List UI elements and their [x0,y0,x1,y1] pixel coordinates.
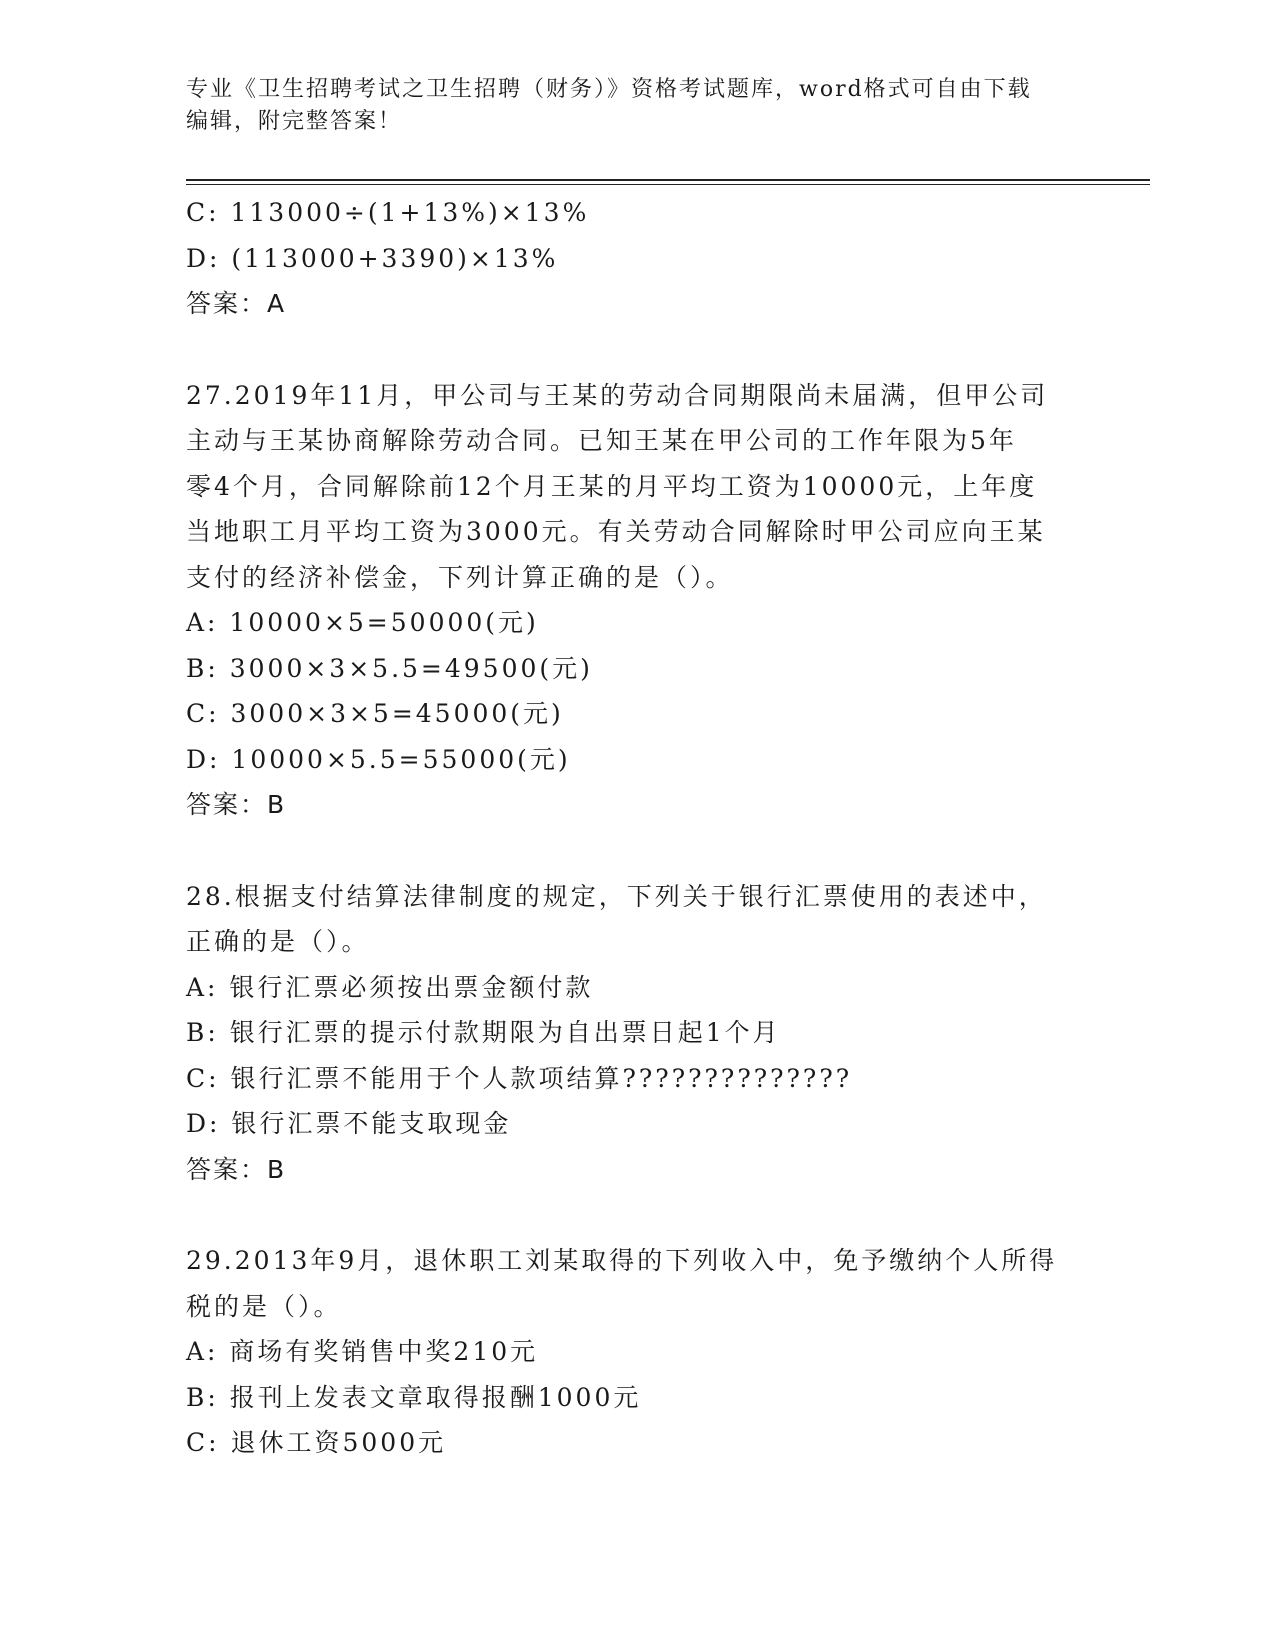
option-d: D: (113000+3390)×13% [186,243,559,273]
option-d: D: 银行汇票不能支取现金 [186,1109,512,1138]
option-c: C: 退休工资5000元 [186,1428,447,1457]
question-stem [186,1238,1086,1329]
stem-line: 税的是（）。 [186,1291,342,1321]
page-header [186,74,1086,138]
stem-line: 29.2013年9月，退休职工刘某取得的下列收入中，免予缴纳个人所得 [186,1246,1058,1275]
header-divider-thin [186,184,1150,185]
option-c: C: 银行汇票不能用于个人款项结算?????????????? [186,1063,853,1093]
answer: 答案：A [186,289,287,318]
stem-line: 当地职工月平均工资为3000元。有关劳动合同解除时甲公司应向王某 [186,517,1046,546]
option-a: A: 银行汇票必须按出票金额付款 [186,972,594,1002]
question-27 [186,373,1086,828]
option-c: C: 113000÷(1+13%)×13% [186,198,590,227]
stem-line: 28.根据支付结算法律制度的规定，下列关于银行汇票使用的表述中， [186,881,1047,911]
question-29 [186,1238,1086,1466]
option-b: B: 3000×3×5.5=49500(元) [186,653,593,683]
option-d: D: 10000×5.5=55000(元) [186,744,571,774]
question-stem [186,373,1086,601]
stem-line: 主动与王某协商解除劳动合同。已知王某在甲公司的工作年限为5年 [186,426,1017,455]
option-b: B: 报刊上发表文章取得报酬1000元 [186,1382,642,1412]
answer: 答案：B [186,1154,287,1184]
header-divider-thick [186,179,1150,181]
header-line-2: 编辑，附完整答案！ [186,109,403,134]
prev-question [186,190,1086,327]
stem-line: 零4个月，合同解除前12个月王某的月平均工资为10000元，上年度 [186,471,1038,501]
option-b: B: 银行汇票的提示付款期限为自出票日起1个月 [186,1018,781,1047]
stem-line: 27.2019年11月，甲公司与王某的劳动合同期限尚未届满，但甲公司 [186,380,1049,410]
header-line-1: 专业《卫生招聘考试之卫生招聘（财务）》资格考试题库，word格式可自由下载 [186,77,1032,102]
answer: 答案：B [186,790,287,819]
stem-line: 支付的经济补偿金，下列计算正确的是（）。 [186,562,734,592]
question-28 [186,874,1086,1193]
option-c: C: 3000×3×5=45000(元) [186,699,564,728]
option-a: A: 商场有奖销售中奖210元 [186,1337,539,1366]
stem-line: 正确的是（）。 [186,927,370,956]
document-body [186,190,1086,1466]
question-stem [186,874,1086,965]
option-a: A: 10000×5=50000(元) [186,608,539,637]
